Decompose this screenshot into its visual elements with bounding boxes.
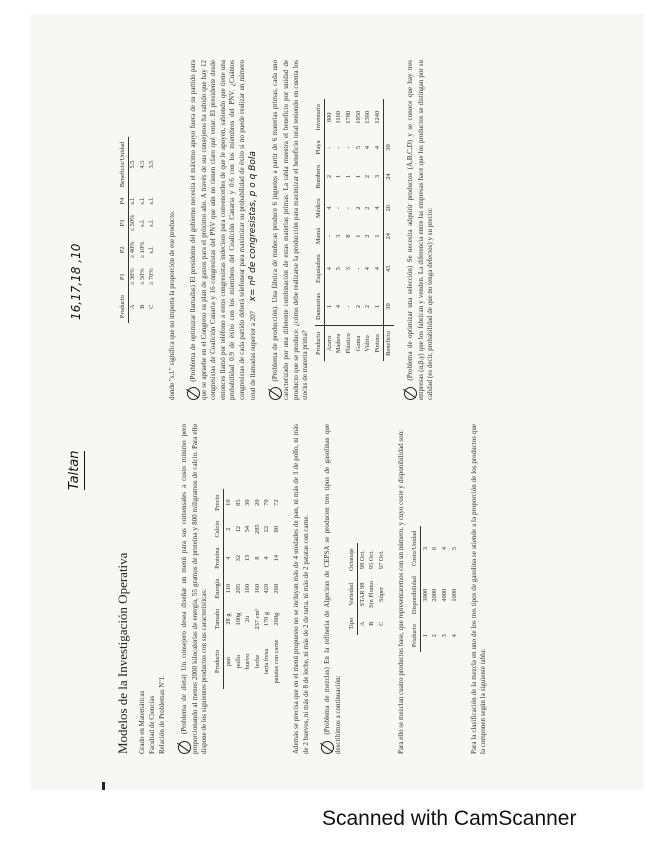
table-cell: 1780 <box>345 110 353 124</box>
table-cell: 45 <box>384 249 394 288</box>
table-cell: 3 <box>440 634 448 638</box>
table-row <box>354 99 364 361</box>
table-cell: 10 <box>224 499 232 506</box>
table-cell: 98 Oct. <box>358 550 366 570</box>
base-products-table <box>411 526 460 653</box>
checkmark-icon <box>187 387 200 400</box>
table-cell: 3 <box>335 234 343 238</box>
handwritten-dates: 16,17,18 ,10 <box>69 243 83 320</box>
table-cell: 2000 <box>431 588 439 602</box>
table-cell: s.l. <box>148 219 156 227</box>
table-row <box>244 490 254 689</box>
table-row <box>358 543 368 634</box>
table-cell: 20 <box>253 499 261 506</box>
table-cell: 100g <box>234 612 242 626</box>
table-cell: 1 <box>354 234 362 238</box>
table-cell: 4 <box>335 304 343 309</box>
table-cell: 30 <box>384 135 394 159</box>
table-cell: A <box>358 621 366 627</box>
rotated-document <box>30 14 644 790</box>
base-col: Costo/Unidad <box>411 526 421 572</box>
table-cell: 2 <box>354 206 362 210</box>
diet-col: Calcio <box>214 516 224 543</box>
table-cell: 110 <box>224 584 232 594</box>
prod-col: Inventario <box>315 99 325 135</box>
votes-text: (Problema de optimizar llamadas) El presidente del gobierno necesita el máximo apoyo fuera de su partido para que se apruebe en el Congreso su plan de gastos para el próximo año. A través de sus consejeros ha sabido que hay 12 congresistas de Coalición Canaria y 16 congresistas del PNV que aún no tienen claro qué votar. El presidente desde entonces llamó por teléfono a estos congresistas indecisos para convencerles de que le apoyen, sabiendo que tiene una probabilidad 0.9 de éxito con los miembros del Coalición Canaria y 0.6 con los miembros del PNV. ¿Cuántos congresistas de cada partido deberá telefonear para maximizar su probabilidad de éxito si no puede realizar un número total de llamadas superior a 20? <box>189 60 258 400</box>
composition-note: donde "s.l." significa que no importa la proporción de ese producto. <box>167 210 176 400</box>
table-cell: 5 <box>335 267 343 271</box>
table-cell: - <box>325 235 333 238</box>
table-cell: 2 <box>325 174 333 179</box>
selection-problem <box>404 60 436 400</box>
prod-col: Esquiadora <box>315 249 325 288</box>
table-cell: 260g <box>273 612 281 626</box>
prod-col: Bombero <box>315 160 325 194</box>
scanned-page <box>30 14 644 790</box>
table-row <box>368 543 378 634</box>
table-cell: 4 <box>263 556 271 560</box>
table-cell: Acero <box>325 326 335 361</box>
table-cell: ≤ 30% <box>129 268 137 286</box>
table-cell: tarta fresa <box>263 648 271 675</box>
table-cell: ≥ 10% <box>138 241 146 259</box>
degree-line: Grado en Matemáticas <box>137 690 146 754</box>
table-cell: 12 <box>234 525 242 533</box>
table-cell: 4 <box>364 267 372 271</box>
table-cell: 160 <box>244 583 252 594</box>
checkmark-icon <box>404 387 417 400</box>
table-cell: s.l. <box>148 246 156 254</box>
selection-text: (Problema de optimizar una selección) Se necesita adquirir productos (A,B,C,D) y se conoce que hay tres empresas (α,β,γ) que los fabrican y venden. La diferencia entre las empresas hace que los productos se distingan por su calidad (es decir, probabilidad de que no tenga defectos) y su precio: <box>405 59 435 400</box>
table-cell: 70 <box>263 499 271 506</box>
table-cell: 2 <box>224 527 232 531</box>
table-row <box>224 490 234 689</box>
table-row <box>325 99 335 361</box>
table-row <box>148 137 158 323</box>
table-cell: C <box>148 304 156 309</box>
diet-problem <box>178 424 210 754</box>
table-row <box>138 137 148 323</box>
table-cell: 5 <box>354 145 362 150</box>
table-cell: 237 cm³ <box>253 608 261 630</box>
checkmark-icon <box>269 387 282 400</box>
table-cell: 2 <box>364 206 372 210</box>
table-cell: 4000 <box>440 588 448 602</box>
table-cell: 22 <box>263 525 271 533</box>
comp-col: Producto <box>118 290 128 323</box>
table-cell: 1240 <box>373 110 381 124</box>
table-row <box>440 526 450 653</box>
mix-problem <box>321 424 343 754</box>
table-cell: C <box>377 621 385 626</box>
table-row <box>234 490 244 689</box>
table-row <box>373 99 383 361</box>
table-cell: 170 g <box>263 611 271 627</box>
table-cell: Sin Plomo <box>368 581 376 608</box>
table-cell: - <box>345 146 353 149</box>
table-cell: 97 Oct. <box>377 550 385 570</box>
table-cell: ≤ 50% <box>129 214 137 232</box>
table-cell: leche <box>253 654 261 669</box>
votes-problem <box>187 60 259 400</box>
table-cell: 8 <box>253 556 261 560</box>
table-cell: B <box>368 621 376 626</box>
mix-text: (Problema de mezclas) En la refinería de Algeciras de CEPSA se producen tres tipos de gasolinas que describimos a continuación: <box>323 423 343 754</box>
table-cell: 1000 <box>450 588 458 602</box>
comp-col: Beneficio/Unidad <box>118 137 128 192</box>
gas-col: Variedad <box>348 576 358 613</box>
table-cell: 2u <box>244 615 252 623</box>
table-row <box>263 490 273 689</box>
table-row <box>335 99 345 361</box>
table-cell: 4 <box>373 206 381 210</box>
table-cell: 28 g <box>224 613 232 625</box>
table-cell: 3 <box>373 174 381 179</box>
table-cell: A <box>129 304 137 310</box>
comp-col: P1 <box>118 263 128 290</box>
table-cell: 1 <box>325 304 333 309</box>
table-row <box>364 99 374 361</box>
table-cell: 3 <box>421 546 429 551</box>
table-row <box>253 490 263 689</box>
table-cell: 2 <box>431 634 439 638</box>
table-row <box>377 543 387 634</box>
table-cell: 260 <box>273 583 281 594</box>
table-cell: 24 <box>384 160 394 194</box>
gas-col: Tipo <box>348 613 358 635</box>
table-cell: 85 <box>234 499 242 506</box>
table-cell: 285 <box>253 524 261 534</box>
table-cell: 4 <box>325 267 333 271</box>
table-cell: 3.5 <box>148 160 156 169</box>
table-cell: 2 <box>364 234 372 238</box>
table-cell: Vidrio <box>364 326 374 361</box>
table-cell: ≤ 50% <box>138 268 146 286</box>
table-cell: pan <box>224 656 232 667</box>
production-problem <box>269 60 310 400</box>
left-column <box>114 424 493 754</box>
table-cell: 24 <box>384 223 394 249</box>
table-cell: patatas con carne <box>273 639 281 684</box>
table-cell: ≥ 70% <box>148 268 156 286</box>
table-cell: 2 <box>354 304 362 309</box>
table-cell: 3000 <box>421 588 429 602</box>
diet-after: Además se precisa que en el menú propuesto no se incluyan más de 4 unidades de pan, ni más de 3 de pollo, ni más de 2 huevos, ni más de 8 de leche, ni más de 2 de tarta, ni más de 2 patatas con carne. <box>292 424 310 754</box>
table-row <box>345 99 355 361</box>
table-cell: 1 <box>373 304 381 309</box>
table-cell: 26 <box>384 193 394 223</box>
table-cell: 1 <box>335 174 343 179</box>
scanner-watermark: Scanned with CamScanner <box>322 807 577 830</box>
faculty-line: Facultad de Ciencias <box>147 695 156 754</box>
comp-col: P3 <box>118 210 128 237</box>
table-row <box>421 526 431 653</box>
table-cell: 54 <box>244 525 252 533</box>
benefit-row <box>384 99 394 361</box>
table-cell: 30 <box>244 499 252 506</box>
table-cell: 4 <box>224 556 232 560</box>
table-cell: 30 <box>384 288 394 325</box>
table-cell: 4 <box>450 634 458 638</box>
table-cell: 1360 <box>364 110 372 124</box>
table-cell: - <box>345 305 353 308</box>
production-table <box>315 99 394 361</box>
table-cell: 2 <box>364 174 372 179</box>
mix-after: Para ello se mezclan cuatro productos base, que representaremos con un número, y cuyo coste y disponibilidad son: <box>397 429 406 754</box>
table-cell: Goma <box>354 326 364 361</box>
table-row <box>450 526 460 653</box>
relation-line: Relación de Problemas Nº1. <box>158 675 167 754</box>
prod-col: Médico <box>315 193 325 223</box>
table-cell: 8 <box>345 234 353 238</box>
table-cell: 1050 <box>354 110 362 124</box>
table-cell: 800 <box>325 112 333 123</box>
base-col: Disponibilidad <box>411 571 421 619</box>
table-cell: 4 <box>373 145 381 150</box>
composition-table <box>118 137 158 323</box>
table-cell: 4 <box>364 145 372 150</box>
table-cell: 80 <box>273 525 281 533</box>
table-cell: 14 <box>273 554 281 562</box>
diet-col: Energía <box>214 574 224 604</box>
table-cell: STAR 98 <box>358 582 366 607</box>
comp-col: P2 <box>118 237 128 264</box>
mix-final: Para la clasificación de la mezcla en uno de los tres tipos de gasolina se atiende a la proporción de los productos que la componen según la siguiente tabla: <box>469 424 488 754</box>
table-row <box>431 526 441 653</box>
diet-col: Precio <box>214 490 224 516</box>
diet-text: (Problema de dieta) Un consejero desea diseñar un menú para sus comensales a costo mínimo pero proporcionando al menos 2000 kilocalorías de energía, 55 gramos de proteína y 800 miligramos de calcio. Para ello dispone de los siguientes productos con sus características: <box>179 424 209 754</box>
table-cell: s.l. <box>138 197 146 205</box>
table-cell: 13 <box>244 554 252 562</box>
diet-col: Producto <box>214 635 224 689</box>
table-cell <box>384 99 394 135</box>
production-text: (Problema de producción). Una fábrica de muñecas produce 6 juguetes a partir de 6 materias primas, cada uno caracterizado por una diferente combinación de estas materias primas. La tabla muestra el beneficio por unidad de producto que se produce. ¿cómo debe realizarse la producción para maximizar el beneficio total teniendo en cuenta los stocks de materia prima? <box>271 60 310 400</box>
table-cell: 4.5 <box>138 160 146 169</box>
table-cell: Pintura <box>373 326 383 361</box>
table-cell: 1160 <box>335 111 343 124</box>
document-meta <box>138 424 168 754</box>
right-column <box>114 60 440 400</box>
table-cell: Súper <box>377 586 385 602</box>
handwritten-name: Taltan <box>66 451 85 490</box>
prod-col: Damasrias <box>315 288 325 325</box>
table-cell: Madera <box>335 326 345 361</box>
base-col: Producto <box>411 619 421 652</box>
table-cell: Beneficio <box>384 326 394 361</box>
prod-col: Mamá <box>315 223 325 249</box>
table-row <box>128 137 138 323</box>
checkmark-icon <box>321 741 334 754</box>
table-cell: s.l. <box>148 197 156 205</box>
table-cell: - <box>325 146 333 149</box>
table-cell: 1 <box>373 234 381 238</box>
table-cell: - <box>335 146 343 149</box>
comp-col: P4 <box>118 192 128 209</box>
table-cell: 1 <box>421 634 429 638</box>
handwritten-note: x= nº de congresistas, p o q Bola <box>248 151 259 302</box>
gasoline-table <box>348 543 388 634</box>
table-cell: ≥ 40% <box>129 241 137 259</box>
table-cell: Plástico <box>345 326 355 361</box>
diet-col: Proteína <box>214 543 224 574</box>
table-cell: huevo <box>244 653 252 670</box>
table-cell: s.l. <box>129 197 137 205</box>
table-cell: - <box>335 207 343 210</box>
table-row <box>273 490 283 689</box>
table-cell: 2 <box>364 304 372 309</box>
table-cell: s.l. <box>138 219 146 227</box>
gas-col: Octanaje <box>348 543 358 576</box>
diet-table <box>214 490 282 689</box>
table-cell: 6 <box>431 546 439 551</box>
table-cell: 205 <box>234 583 242 594</box>
table-cell: pollo <box>234 654 242 669</box>
table-cell: 4 <box>373 267 381 271</box>
table-cell: 420 <box>263 583 271 594</box>
table-cell: 32 <box>234 554 242 562</box>
table-cell: B <box>138 304 146 309</box>
prod-col: Playa <box>315 135 325 159</box>
table-cell: 160 <box>253 583 261 594</box>
diet-col: Tamaño <box>214 604 224 635</box>
table-cell: 5.5 <box>129 160 137 169</box>
table-cell: 4 <box>325 206 333 210</box>
table-cell: - <box>345 207 353 210</box>
prod-col: Producto <box>315 326 325 361</box>
table-cell: 95 Oct. <box>368 550 376 570</box>
document-title: Modelos de la Investigación Operativa <box>115 552 130 754</box>
table-cell: 5 <box>450 546 458 551</box>
table-cell: 3 <box>345 267 353 271</box>
checkmark-icon <box>178 741 191 754</box>
table-cell: 1 <box>345 174 353 179</box>
table-cell: 72 <box>273 499 281 506</box>
table-cell: - <box>354 267 362 270</box>
table-cell: 1 <box>354 174 362 179</box>
table-cell: 4 <box>440 546 448 551</box>
